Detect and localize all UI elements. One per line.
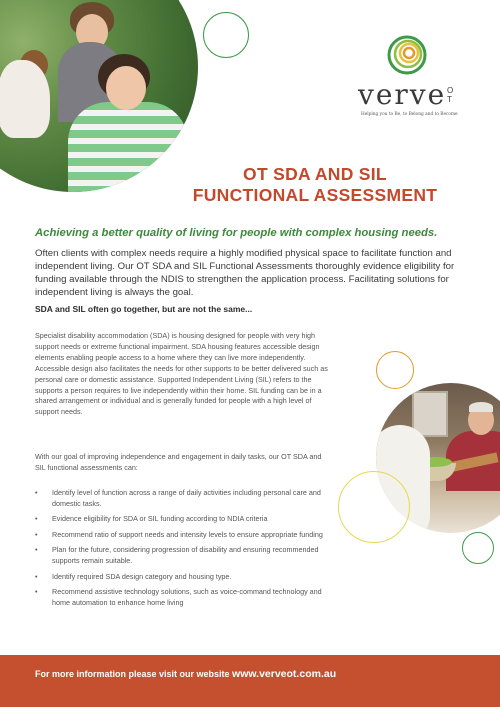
- list-item: • Plan for the future, considering progression of disability and ensuring recommended supports remain suitable.: [35, 545, 319, 565]
- decorative-ring-yellow: [338, 471, 410, 543]
- brand-wordmark: verve: [358, 78, 447, 111]
- footer-bar: [0, 655, 500, 707]
- page-title: [150, 164, 480, 206]
- verve-logo-icon: [387, 35, 427, 75]
- list-item: • Recommend assistive technology solutions, such as voice-command technology and home automation to enhance home living: [35, 587, 322, 607]
- brand-tagline: Helping you to Be, to Belong and to Become: [361, 112, 458, 117]
- page-title-line-1: OT SDA AND SIL: [243, 164, 387, 184]
- bullet-dot: •: [35, 545, 38, 555]
- brand-ot-mark: O T: [447, 86, 454, 104]
- footer-text: For more information please visit our website www.verveot.com.au: [35, 668, 337, 680]
- list-item: • Identify level of function across a range of daily activities including personal care and domestic tasks.: [35, 488, 321, 508]
- bullet-dot: •: [35, 587, 38, 597]
- list-item: • Identify required SDA design category and housing type.: [35, 571, 232, 581]
- assessment-list: [35, 488, 335, 613]
- decorative-ring-orange: [376, 351, 414, 389]
- section-heading: SDA and SIL often go together, but are not the same...: [35, 304, 253, 314]
- list-item: • Recommend ratio of support needs and intensity levels to ensure appropriate funding: [35, 529, 323, 539]
- decorative-ring-green-small: [462, 532, 494, 564]
- bullet-dot: •: [35, 529, 38, 539]
- bullet-dot: •: [35, 488, 38, 497]
- subheading: Achieving a better quality of living for people with complex housing needs.: [35, 227, 438, 239]
- website-link[interactable]: www.verveot.com.au: [232, 668, 337, 680]
- dog-figure: [0, 60, 50, 138]
- page-title-line-2: FUNCTIONAL ASSESSMENT: [192, 185, 438, 205]
- goal-paragraph: With our goal of improving independence and engagement in daily tasks, our OT SDA and SIL functional assessments can:: [35, 452, 322, 472]
- decorative-ring-green: [203, 12, 249, 58]
- bullet-dot: •: [35, 514, 38, 524]
- bullet-dot: •: [35, 571, 38, 581]
- list-item: • Evidence eligibility for SDA or SIL funding according to NDIA criteria: [35, 514, 268, 524]
- sda-sil-paragraph: Specialist disability accommodation (SDA) is housing designed for people with very high support needs or extreme functional impairment. SDA housing features accessible design elements enabling people access to a home where they can live more independently. Accessible design also facilitates the needs for other supports to be better delivered such as personal care or domestic assistance. Supported Independent Living (SIL) refers to the supports a person requires to live independently within their home. SIL funding can be in a shared arrangement or individual and is generally funded for people with a high level of support needs.: [35, 331, 328, 417]
- intro-paragraph: Often clients with complex needs require a highly modified physical space to facilitate function and independent living. Our OT SDA and SIL Functional Assessments thoroughly evidence eligibility for funding available through the NDIS to strengthen the application process. Facilitating solutions for independent living is always the goal.: [35, 248, 455, 298]
